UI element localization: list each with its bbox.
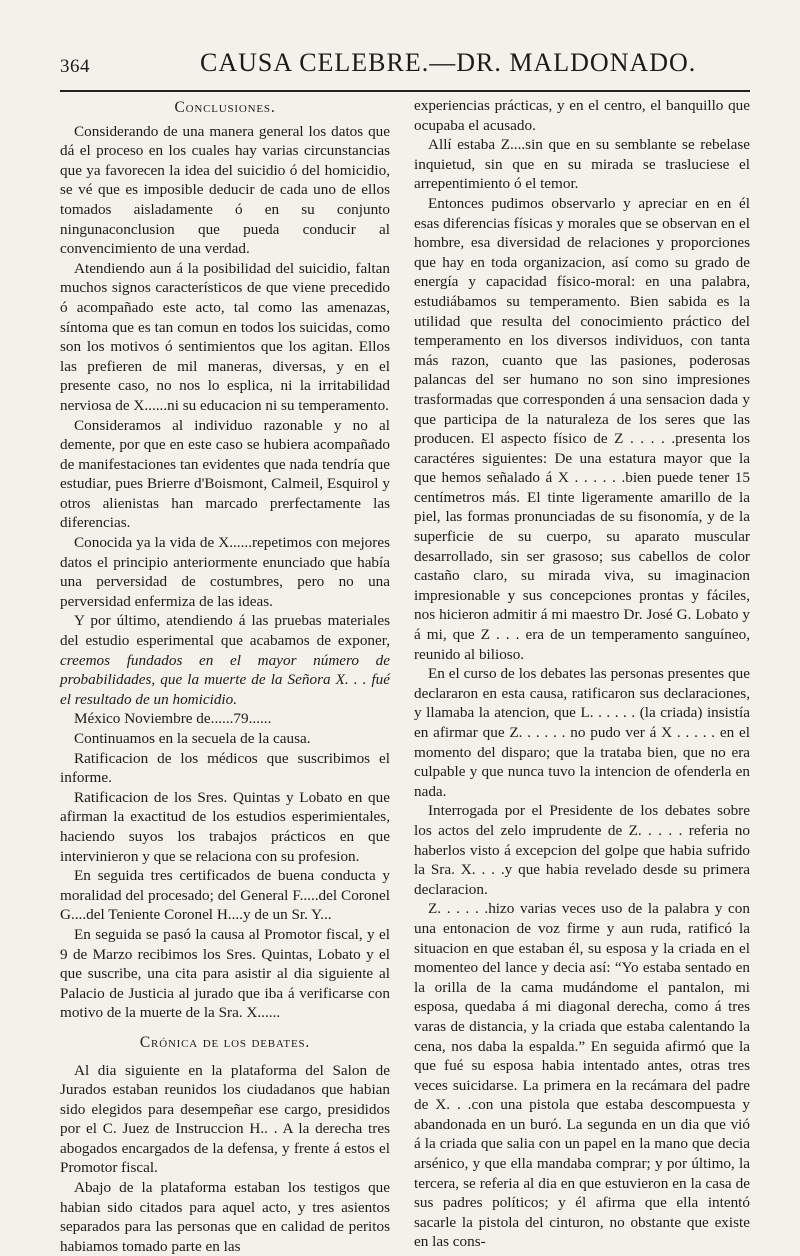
right-column [414, 96, 750, 1252]
paragraph: Z. . . . . .hizo varias veces uso de la palabra y con una entonacion de voz firme y aun ruda, ratificó la situacion en que estaban él, su esposa y la criada en el momenteo del lance y decia así: “Yo estaba sentado en la orilla de la cama mudándome el pantalon, mi esposa, quedaba á mi diagonal derecha, como á tres varas de distancia, y la criada que estaba calentando la cena, nos daba la espalda.” En seguida afirmó que la que fué su esposa habia intentado antes, otras tres veces suicidarse. La primera en la recámara del padre de X. . .con una pistola que estaba descompuesta y abandonada en un buró. La segunda en un dia que vió á la criada que salia con un papel en la mano que decia arsénico, y que ella mandaba comprar; y por último, la tercera, se referia al dia en que estuvieron en la casa de sus padres políticos; y él afirma que ella intentó sacarle la pistola del cinturon, no obstante que existe en las cons- [414, 900, 750, 1251]
paragraph: Ratificacion de los Sres. Quintas y Lobato en que afirman la exactitud de los estudios esperimientales, haciendo suyos los trabajos prácticos en que intervinieron y que se relaciona con su profesion. [60, 788, 390, 865]
paragraph: Entonces pudimos observarlo y apreciar en en él esas diferencias físicas y morales que se observan en el hombre, esa diversidad de relaciones y proporciones que hay en toda organizacion, así como su grado de energía y capacidad físico-moral: en una palabra, estudiábamos su temperamento. Bien sabida es la utilidad que resulta del conocimiento práctico del temperamento en los diversos individuos, con tanta más razon, cuanto que las pasiones, poderosas palancas del ser humano no son sino impresiones trasformadas que corresponden á una sensacion dada y que participa de la naturaleza de los seres que las producen. El aspecto físico de Z . . . . .presenta los caractéres siguientes: De una estatura mayor que la que hemos señalado á X . . . . . .bien puede tener 15 centímetros más. El tinte ligeramente amarillo de la piel, las formas pronunciadas de su fisonomía, y de la superficie de su cuerpo, su aparato muscular desarrollado, sin ser grasoso; sus cabellos de color castaño claro, su mirada viva, su imaginacion impresionable y sus concepciones prontas y fáciles, nos hicieron admitir á mi maestro Dr. José G. Lobato y á mi, que Z . . . era de un temperamento sanguíneo, reunido al bilioso. [414, 194, 750, 663]
paragraph: Atendiendo aun á la posibilidad del suicidio, faltan muchos signos característicos de que viene precedido ó acompañado este acto, tal como las amenazas, síntoma que es tan comun en todos los suicidas, como son los motivos ó sentimientos que los agitan. Ellos las prefieren de mil maneras, diversas, y en el presente caso, no nos lo esplica, ni la irritabilidad nerviosa de X......ni su educacion ni su temperamento. [60, 259, 390, 414]
running-title: CAUSA CELEBRE.—DR. MALDONADO. [200, 48, 697, 77]
paragraph: Continuamos en la secuela de la causa. [74, 730, 311, 747]
paragraph: Al dia siguiente en la plataforma del Salon de Jurados estaban reunidos los ciudadanos que habian sido elegidos para desempeñar ese cargo, presididos por el C. Juez de Instruccion H.. . A la derecha tres abogados encargados de la defensa, y frente á estos el Promotor fiscal. [60, 1061, 390, 1177]
paragraph-text: Y por último, atendiendo á las pruebas materiales del estudio esperimental que acabamos de exponer, [60, 612, 390, 650]
paragraph [60, 611, 390, 709]
paragraph: En seguida se pasó la causa al Promotor fiscal, y el 9 de Marzo recibimos los Sres. Quintas, Lobato y el que suscribe, una cita para asistir al dia siguiente al Palacio de Justicia al jurado que iba á verificarse con motivo de la muerte de la Sra. X...... [60, 925, 390, 1022]
paragraph: Allí estaba Z....sin que en su semblante se rebelase inquietud, sin que en su mirada se trasluciese el arrepentimiento ó el temor. [414, 136, 750, 193]
paragraph: Ratificacion de los médicos que suscribimos el informe. [60, 749, 390, 787]
paragraph: Interrogada por el Presidente de los debates sobre los actos del zelo imprudente de Z. . . . . referia no haberlos visto á excepcion del golpe que habia sufrido la Sra. X. . . .y que habia revelado desde su primera declaracion. [414, 802, 750, 898]
paragraph-continued: experiencias prácticas, y en el centro, el banquillo que ocupaba el acusado. [414, 97, 750, 134]
page-header [60, 44, 750, 84]
header-rule [60, 90, 750, 92]
paragraph: Consideramos al individuo razonable y no al demente, por que en este caso se hubiera acompañado de manifestaciones tan evidentes que nada tendría que estudiar, pues Brierre d'Boismont, Calmeil, Esquirol y otros alienistas han marcado prerfectamente las diferencias. [60, 416, 390, 532]
paragraph: Conocida ya la vida de X......repetimos con mejores datos el principio anteriormente enunciado que había una perversidad de costumbres, pero no una perversidad enfermiza de las ideas. [60, 534, 390, 610]
paragraph: En el curso de los debates las personas presentes que declararon en esta causa, ratificaron sus declaraciones, y llamaba la atencion, que L. . . . . . (la criada) insistía en afirmar que Z. . . . . . no pudo ver á X . . . . . en el momento del disparo; que la trataba bien, que no era culpable y que nunca tuvo la intencion de ofenderla en nada. [414, 665, 750, 800]
left-column [60, 96, 390, 1256]
page-number: 364 [60, 56, 90, 77]
italic-conclusion: creemos fundados en el mayor número de probabilidades, que la muerte de la Señora X. . . fué el resultado de un homicidio. [60, 651, 390, 708]
date-line: México Noviembre de......79...... [74, 710, 272, 728]
paragraph: En seguida tres certificados de buena conducta y moralidad del procesado; del General F.....del Coronel G....del Teniente Coronel H....y de un Sr. Y... [60, 867, 390, 924]
paragraph: Considerando de una manera general los datos que dá el proceso en los cuales hay varias circunstancias que ya favorecen la idea del suicidio ó del homicidio, se vé que es imposible deducir de cada uno de ellos tomados aisladamente ó en su conjunto ningunaconclusion que pueda conducir al convencimiento de una verdad. [60, 122, 390, 258]
section-heading-cronica: Crónica de los debates. [139, 1033, 311, 1051]
paragraph: Abajo de la plataforma estaban los testigos que habian sido citados para aquel acto, y tres asientos separados para las personas que en calidad de peritos habiamos tomado parte en las [60, 1179, 390, 1255]
section-heading-conclusiones: Conclusiones. [174, 99, 276, 116]
